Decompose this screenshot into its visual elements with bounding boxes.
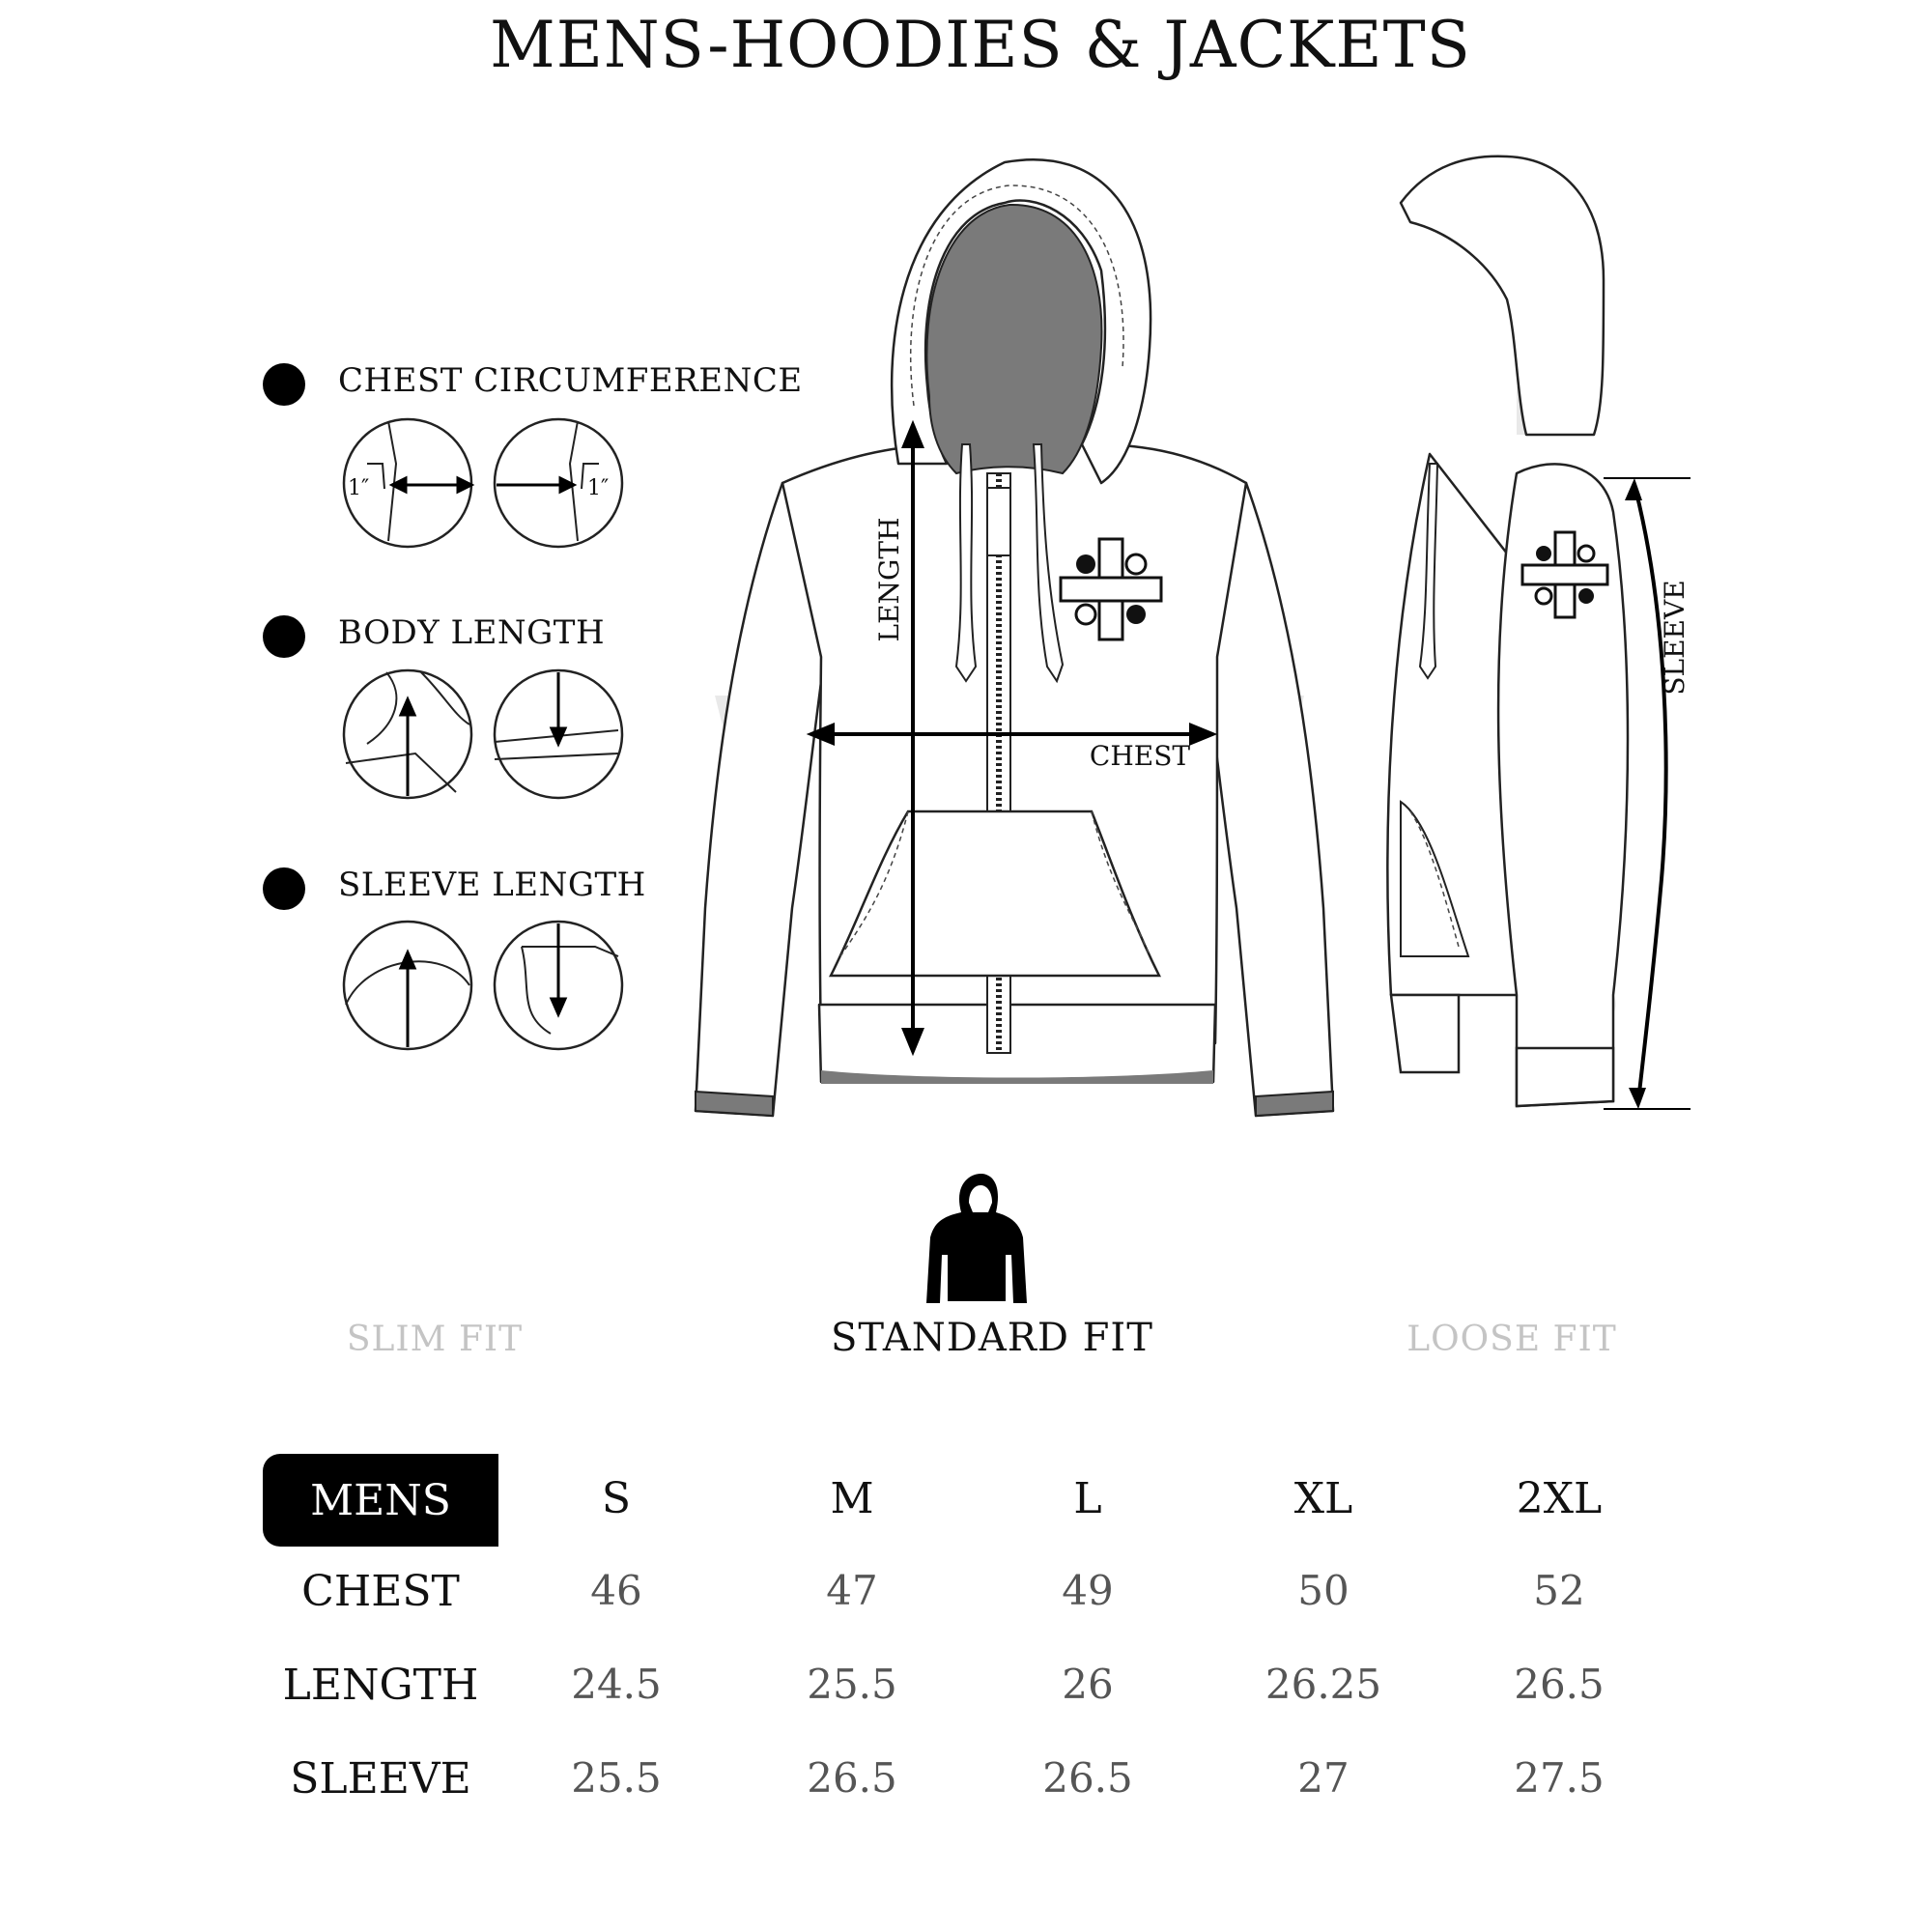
fit-option-loose: LOOSE FIT (1406, 1320, 1617, 1359)
legend-label-sleeve: SLEEVE LENGTH (338, 866, 646, 904)
chest-label: CHEST (1089, 740, 1191, 772)
table-cell: 49 (1062, 1567, 1114, 1614)
table-cell: 26.5 (1042, 1754, 1133, 1802)
hoodie-front-diagram (676, 155, 1352, 1130)
table-cell: 25.5 (571, 1754, 662, 1802)
size-header-xl: XL (1293, 1474, 1353, 1523)
hoodie-side-diagram (1372, 145, 1700, 1121)
fit-option-standard: STANDARD FIT (831, 1316, 1153, 1360)
table-cell: 27 (1297, 1754, 1350, 1802)
row-label-sleeve: SLEEVE (290, 1754, 471, 1804)
row-label-length: LENGTH (282, 1661, 479, 1710)
table-cell: 50 (1297, 1567, 1350, 1614)
chest-mark-left: 1″ (348, 476, 370, 500)
legend-detail-circles (328, 406, 638, 1101)
row-label-chest: CHEST (301, 1567, 460, 1616)
table-corner-mens: MENS (263, 1454, 498, 1547)
table-cell: 52 (1533, 1567, 1585, 1614)
sleeve-label: SLEEVE (1659, 580, 1690, 696)
page-title: MENS-HOODIES & JACKETS (490, 8, 1471, 82)
table-cell: 46 (590, 1567, 642, 1614)
length-label: LENGTH (873, 517, 905, 642)
legend-bullet-sleeve (263, 867, 305, 910)
legend-bullet-body (263, 615, 305, 658)
legend-label-body: BODY LENGTH (338, 613, 606, 652)
table-cell: 47 (826, 1567, 878, 1614)
size-header-s: S (601, 1474, 632, 1523)
fit-option-slim: SLIM FIT (346, 1320, 524, 1359)
table-cell: 25.5 (807, 1661, 897, 1708)
hoodie-silhouette-icon (923, 1174, 1029, 1305)
legend-label-chest: CHEST CIRCUMFERENCE (338, 361, 803, 400)
size-header-2xl: 2XL (1516, 1474, 1603, 1523)
table-cell: 27.5 (1514, 1754, 1605, 1802)
table-cell: 26.5 (807, 1754, 897, 1802)
size-header-m: M (830, 1474, 874, 1523)
table-cell: 24.5 (571, 1661, 662, 1708)
legend-bullet-chest (263, 363, 305, 406)
size-header-l: L (1073, 1474, 1102, 1523)
chest-mark-right: 1″ (587, 476, 610, 500)
zipper-pull (987, 488, 1010, 555)
table-cell: 26 (1062, 1661, 1114, 1708)
table-cell: 26.25 (1264, 1661, 1382, 1708)
table-cell: 26.5 (1514, 1661, 1605, 1708)
